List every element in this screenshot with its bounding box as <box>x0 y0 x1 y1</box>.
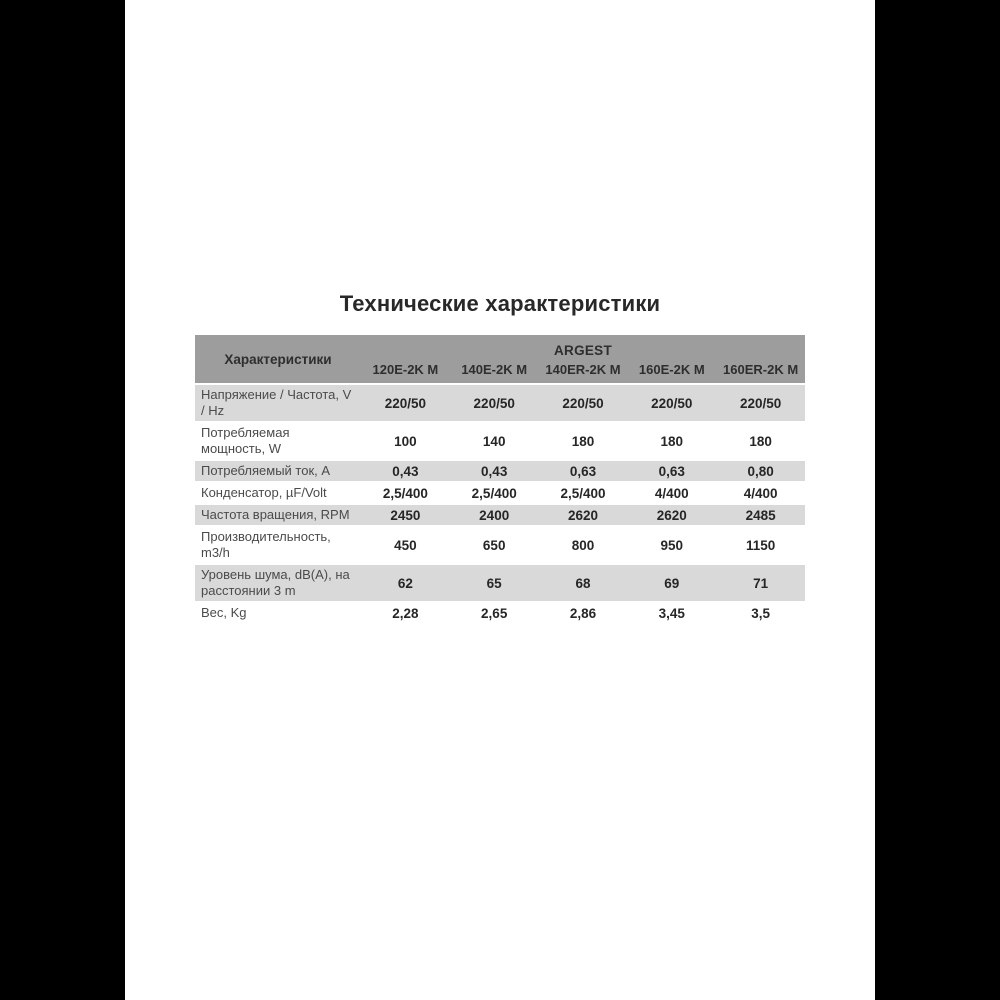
table-row <box>195 602 805 623</box>
page-title: Технические характеристики <box>339 291 661 316</box>
row-value: 220/50 <box>627 384 716 422</box>
header-model: 140ER-2K M <box>539 358 628 384</box>
row-value: 0,43 <box>450 460 539 482</box>
row-value: 2620 <box>539 504 628 526</box>
row-value: 69 <box>627 564 716 602</box>
row-value: 2,65 <box>450 602 539 623</box>
row-value: 0,80 <box>716 460 805 482</box>
row-value: 62 <box>361 564 450 602</box>
header-model: 160E-2K M <box>627 358 716 384</box>
row-value: 800 <box>539 526 628 564</box>
header-row-brand <box>195 335 805 358</box>
row-label: Вес, Kg <box>195 602 361 623</box>
row-value: 100 <box>361 422 450 460</box>
header-characteristics: Характеристики <box>195 335 361 384</box>
row-value: 140 <box>450 422 539 460</box>
table-row <box>195 504 805 526</box>
content-area <box>125 0 875 1000</box>
row-value: 450 <box>361 526 450 564</box>
row-value: 68 <box>539 564 628 602</box>
row-value: 180 <box>539 422 628 460</box>
row-value: 2485 <box>716 504 805 526</box>
table-row <box>195 460 805 482</box>
row-value: 220/50 <box>450 384 539 422</box>
table-row <box>195 564 805 602</box>
row-value: 180 <box>627 422 716 460</box>
table-row <box>195 384 805 422</box>
row-value: 2,5/400 <box>361 482 450 504</box>
row-value: 4/400 <box>627 482 716 504</box>
row-value: 2450 <box>361 504 450 526</box>
header-brand: ARGEST <box>361 335 805 358</box>
row-label: Уровень шума, dB(A), на расстоянии 3 m <box>195 564 361 602</box>
table-body <box>195 384 805 623</box>
row-value: 2,5/400 <box>450 482 539 504</box>
table-row <box>195 482 805 504</box>
row-value: 3,5 <box>716 602 805 623</box>
row-label: Напряжение / Частота, V / Hz <box>195 384 361 422</box>
row-value: 2620 <box>627 504 716 526</box>
row-value: 2,86 <box>539 602 628 623</box>
row-value: 71 <box>716 564 805 602</box>
row-label: Частота вращения, RPM <box>195 504 361 526</box>
row-value: 950 <box>627 526 716 564</box>
row-label: Потребляемый ток, А <box>195 460 361 482</box>
row-label: Потребляемая мощность, W <box>195 422 361 460</box>
table-row <box>195 526 805 564</box>
row-value: 0,63 <box>627 460 716 482</box>
header-model: 160ER-2K M <box>716 358 805 384</box>
row-value: 180 <box>716 422 805 460</box>
row-value: 3,45 <box>627 602 716 623</box>
row-value: 220/50 <box>361 384 450 422</box>
row-label: Производительность, m3/h <box>195 526 361 564</box>
row-value: 0,63 <box>539 460 628 482</box>
row-value: 220/50 <box>716 384 805 422</box>
row-value: 4/400 <box>716 482 805 504</box>
row-value: 650 <box>450 526 539 564</box>
row-value: 0,43 <box>361 460 450 482</box>
row-value: 2,28 <box>361 602 450 623</box>
row-value: 2400 <box>450 504 539 526</box>
row-value: 1150 <box>716 526 805 564</box>
row-value: 220/50 <box>539 384 628 422</box>
table-row <box>195 422 805 460</box>
specs-table <box>195 335 805 623</box>
row-value: 2,5/400 <box>539 482 628 504</box>
row-value: 65 <box>450 564 539 602</box>
header-model: 140E-2K M <box>450 358 539 384</box>
table-header <box>195 335 805 384</box>
row-label: Конденсатор, µF/Volt <box>195 482 361 504</box>
header-model: 120E-2K M <box>361 358 450 384</box>
